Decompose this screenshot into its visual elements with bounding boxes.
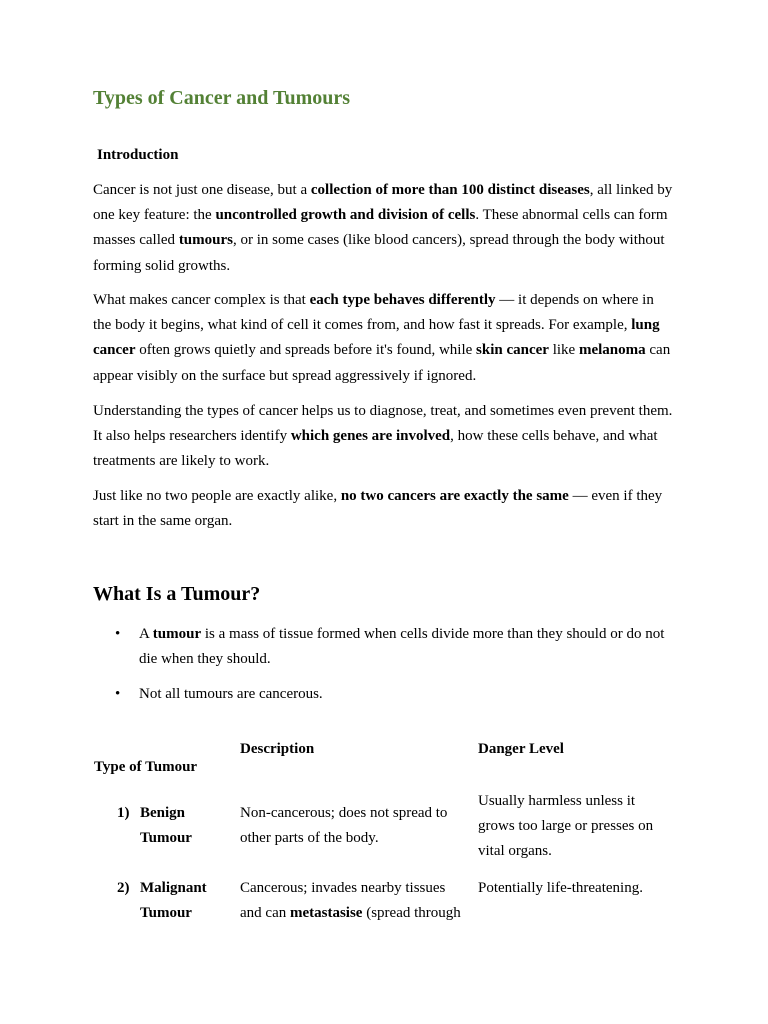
text-run: , or in some cases (like blood cancers), spread through the body without forming solid growths.: [93, 232, 665, 274]
column-header-danger: Danger Level: [478, 741, 564, 757]
row-number: 1): [117, 805, 130, 821]
bold-text: each type behaves differently: [309, 292, 496, 308]
intro-paragraph-1: [93, 178, 675, 279]
intro-paragraph-3: [93, 399, 675, 475]
bold-text: metastasise: [289, 905, 363, 922]
danger-level: [478, 789, 653, 865]
text-run: What makes cancer complex is that: [93, 292, 310, 308]
cell-line: Malignant: [140, 880, 207, 896]
list-item: [93, 622, 675, 672]
text-run: is a mass of tissue formed when cells divide more than they should or do not die when they should.: [139, 626, 665, 668]
introduction-heading: Introduction: [97, 147, 179, 163]
cell-line: Cancerous; invades nearby tissues: [240, 880, 446, 896]
danger-level: [478, 876, 643, 901]
bold-text: which genes are involved: [290, 428, 451, 445]
tumour-type: [140, 801, 192, 851]
column-header-description: Description: [240, 741, 315, 757]
bold-text: lung cancer: [93, 317, 660, 359]
cell-line: Potentially life-threatening.: [478, 880, 643, 896]
cell-line: Tumour: [140, 830, 192, 847]
cell-line: Tumour: [140, 905, 192, 922]
text-run: Cancer is not just one disease, but a: [93, 182, 311, 198]
text-run: like: [548, 342, 579, 359]
intro-paragraph-2: [93, 288, 675, 389]
bold-text: skin cancer: [476, 342, 549, 359]
column-header-type: Type of Tumour: [94, 759, 198, 775]
text-run: Just like no two people are exactly alike,: [93, 488, 341, 504]
tumour-description: [240, 876, 461, 926]
text-run: , how these cells behave, and what treatments are likely to work.: [93, 428, 658, 470]
text-run: Not all tumours are cancerous.: [139, 686, 323, 703]
text-run: — it depends on where in the body it begins, what kind of cell it comes from, and how fast it spreads. For example,: [93, 292, 654, 334]
bold-text: uncontrolled growth and division of cells: [215, 207, 476, 224]
text-run: can appear visibly on the surface but spread aggressively if ignored.: [93, 342, 671, 384]
bullet-icon: •: [115, 686, 121, 703]
cell-line: grows too large or presses on: [478, 818, 654, 835]
document-title: Types of Cancer and Tumours: [93, 87, 351, 109]
list-item: [93, 682, 675, 707]
tumour-type: [140, 876, 207, 926]
bold-text: tumours: [178, 232, 233, 249]
intro-paragraph-4: [93, 484, 675, 534]
text-run: A: [139, 626, 153, 642]
bold-text: melanoma: [578, 342, 646, 359]
tumour-description: [240, 801, 447, 851]
cell-line: Usually harmless unless it: [478, 793, 636, 809]
text-run: — even if they start in the same organ.: [93, 488, 663, 530]
cell-line: other parts of the body.: [240, 830, 379, 847]
text-run: Understanding the types of cancer helps us to diagnose, treat, and sometimes even prevent them. It also helps researchers identify: [93, 403, 673, 445]
bold-text: tumour: [152, 626, 202, 642]
section-heading: What Is a Tumour?: [93, 583, 261, 605]
text-run: (spread through: [362, 905, 461, 922]
text-run: , all linked by one key feature: the: [93, 182, 673, 224]
cell-line: [240, 901, 461, 926]
row-number: 2): [117, 880, 130, 896]
bold-text: collection of more than 100 distinct diseases: [310, 182, 590, 198]
bullet-list: [93, 622, 675, 718]
text-run: often grows quietly and spreads before it's found, while: [135, 342, 477, 359]
text-run: . These abnormal cells can form masses called: [93, 207, 668, 249]
cell-line: vital organs.: [478, 843, 552, 860]
bullet-icon: •: [115, 626, 121, 642]
bold-text: no two cancers are exactly the same: [340, 488, 569, 504]
cell-line: Non-cancerous; does not spread to: [240, 805, 448, 821]
cell-line: Benign: [140, 805, 186, 821]
text-run: and can: [240, 905, 290, 922]
